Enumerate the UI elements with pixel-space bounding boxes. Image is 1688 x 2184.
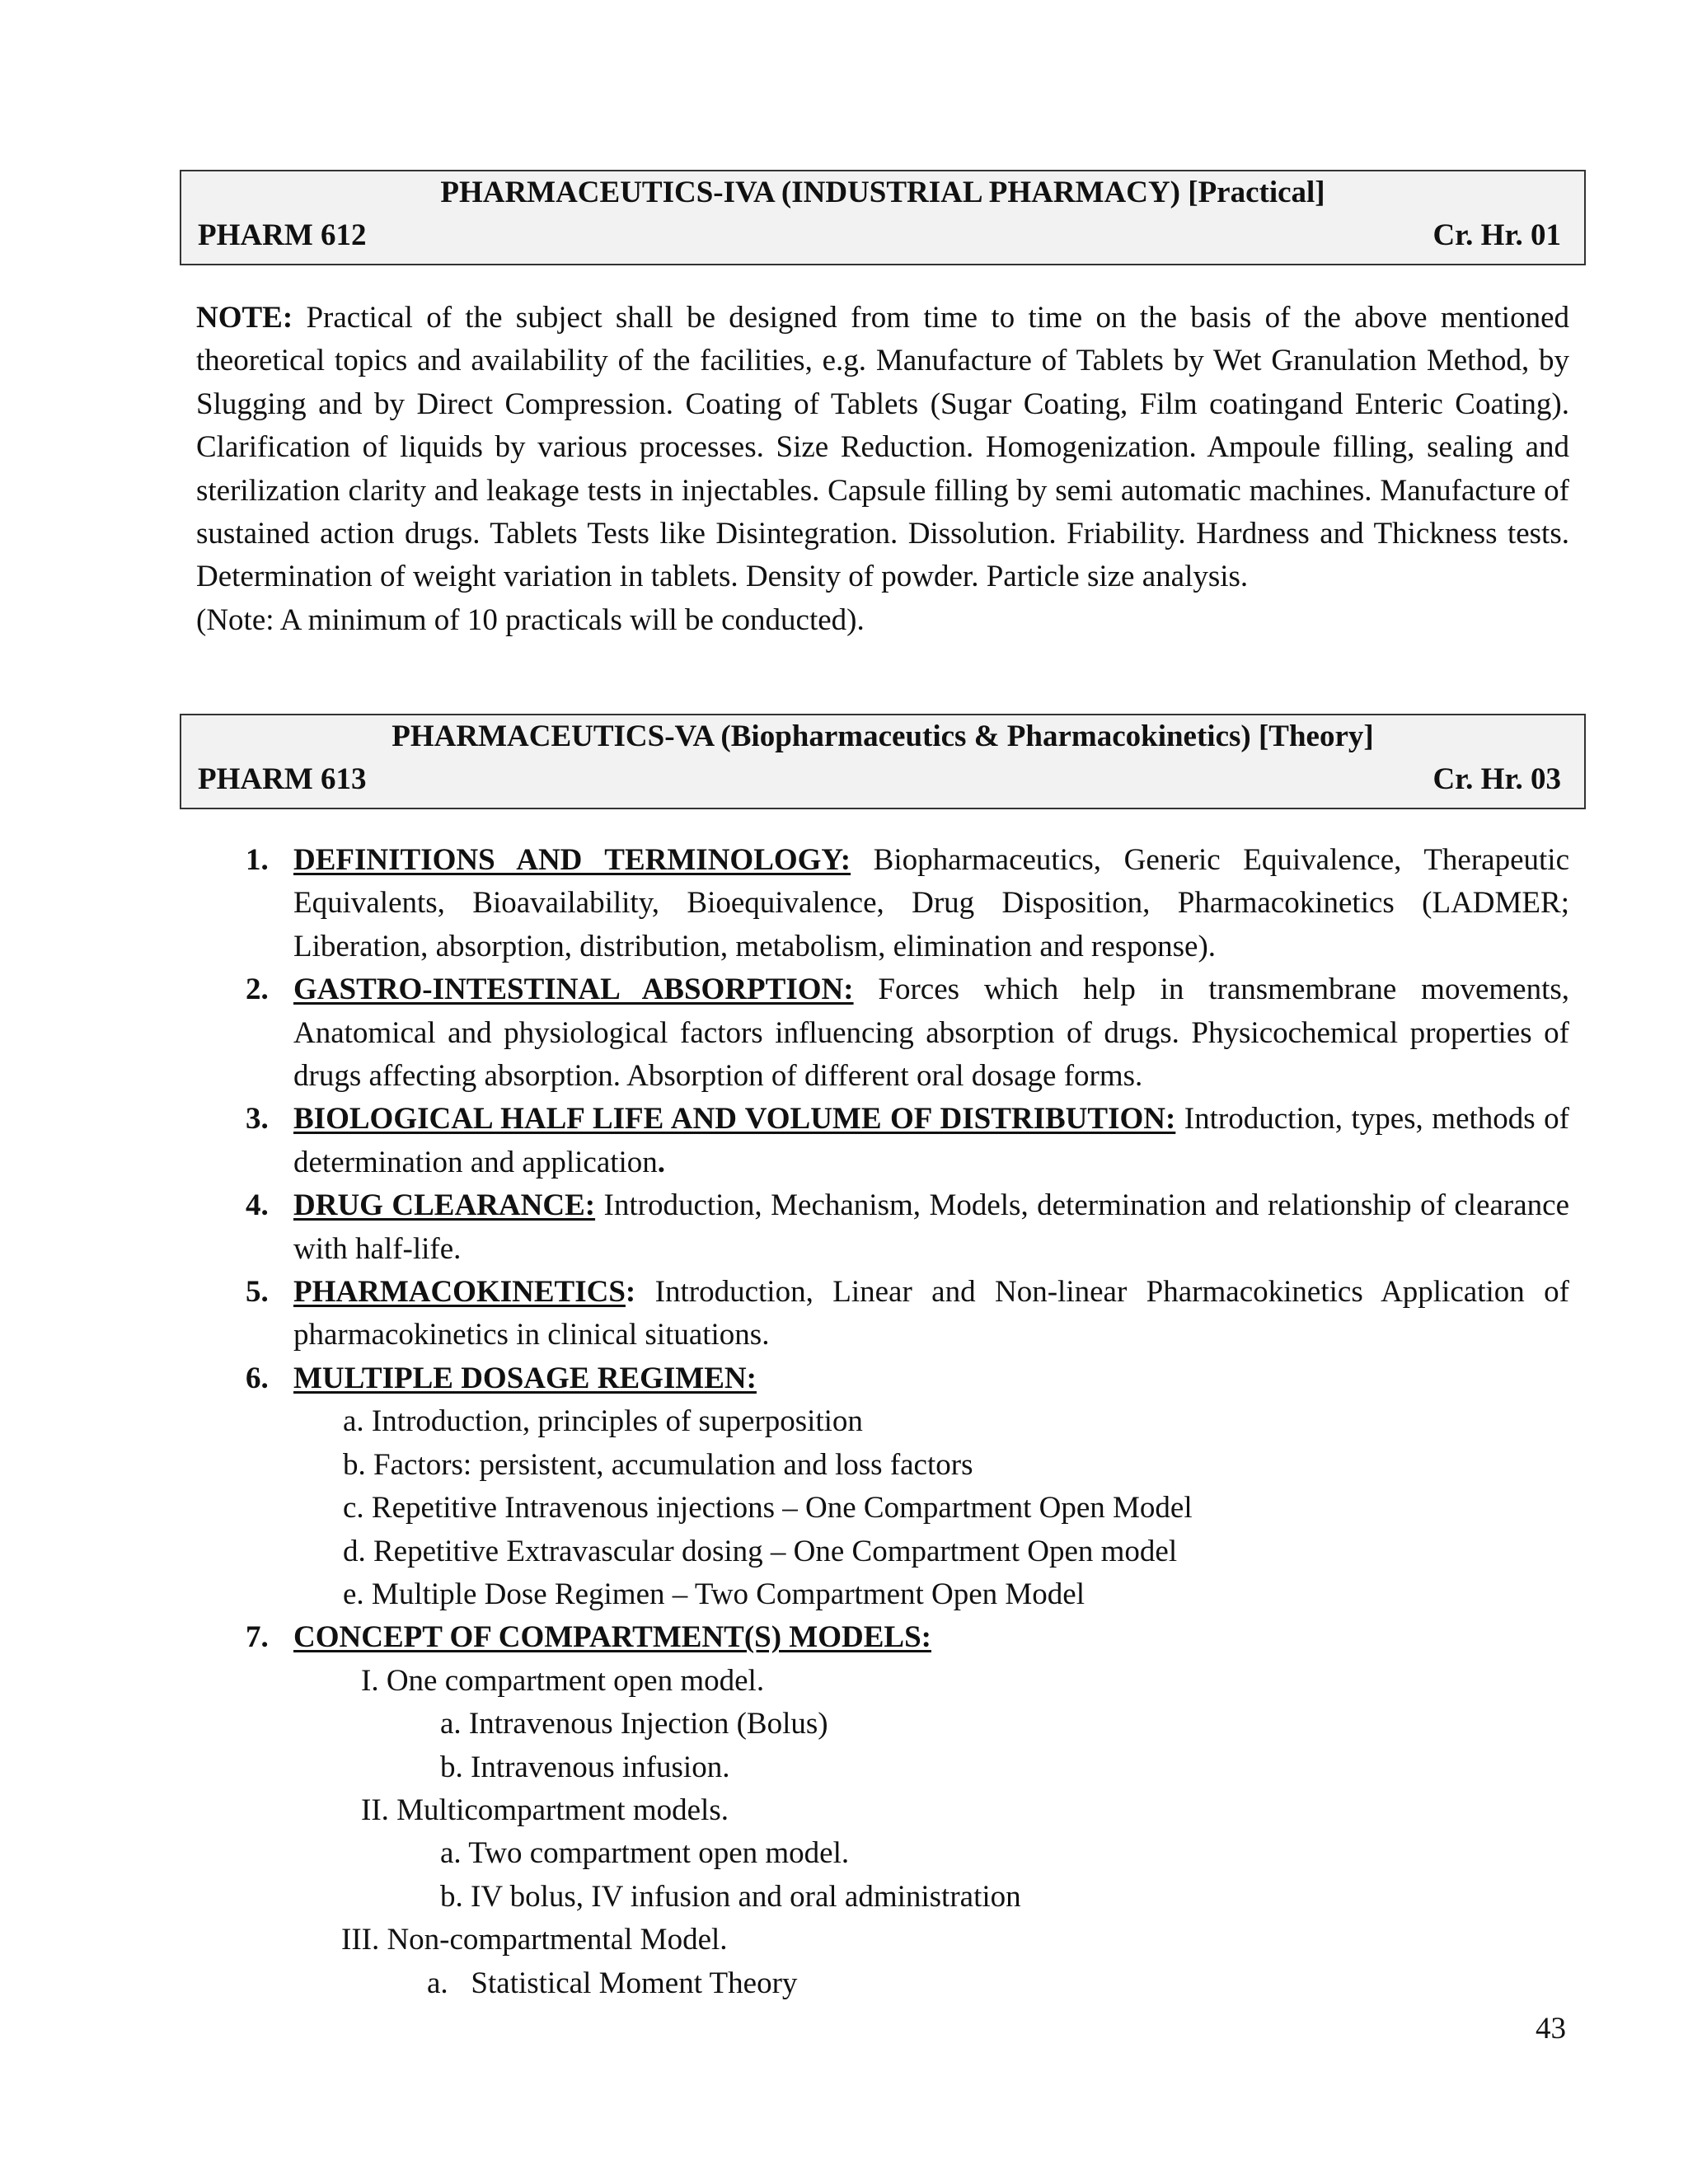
note-text: Practical of the subject shall be designed from time to time on the basis of the above mentioned theoretical topics and availability of the facilities, e.g. Manufacture of Tablets by Wet Granulation Method, by Slugging and by Direct Compression. Coating of Tablets (Sugar Coating, Film coatingand Enteric Coating). Clarification of liquids by various processes. Size Reduction. Homogenization. Ampoule filling, sealing and sterilization clarity and leakage tests in injectables. Capsule filling by semi automatic machines. Manufacture of sustained action drugs. Tablets Tests like Disintegration. Dissolution. Friability. Hardness and Thickness tests. Determination of weight variation in tablets. Density of powder. Particle size analysis. [196,301,1569,594]
item-number: 6. [246,1361,269,1395]
sub-item: b. Factors: persistent, accumulation and loss factors [343,1447,973,1482]
practical-note [196,297,1569,642]
credit-hours: Cr. Hr. 03 [1432,762,1561,796]
course-code: PHARM 613 [198,762,367,796]
sub-item: a. Statistical Moment Theory [427,1966,798,2000]
sub-item: a. Introduction, principles of superposition [343,1404,863,1439]
sub-item: a. Two compartment open model. [440,1836,850,1871]
item-heading: DEFINITIONS AND TERMINOLOGY: [293,843,851,877]
item-heading: PHARMACOKINETICS [293,1275,626,1310]
item-text: Introduction, types, methods of determination and application [293,1102,1569,1179]
item-text: Forces which help in transmembrane movements, Anatomical and physiological factors influencing absorption of drugs. Physicochemical properties of drugs affecting absorption. Absorption of different oral dosage forms. [293,972,1569,1094]
sub-item: b. IV bolus, IV infusion and oral administration [440,1879,1021,1914]
item-number: 7. [246,1620,269,1655]
item-heading: MULTIPLE DOSAGE REGIMEN: [293,1361,757,1395]
sub-item: a. Intravenous Injection (Bolus) [440,1707,828,1741]
topic-item [196,1271,1569,1357]
course-title: PHARMACEUTICS-IVA (INDUSTRIAL PHARMACY) [Practical] [440,176,1325,209]
item-number: 4. [246,1188,269,1223]
sub-item: e. Multiple Dose Regimen – Two Compartment Open Model [343,1577,1085,1611]
topic-item [196,1098,1569,1184]
model-group-label: III. Non-compartmental Model. [341,1923,728,1957]
topic-item [196,1184,1569,1271]
topic-list [196,839,1569,2005]
course-title: PHARMACEUTICS-VA (Biopharmaceutics & Pharmacokinetics) [Theory] [392,719,1374,753]
topic-item [196,1357,1569,1400]
item-number: 1. [246,843,269,877]
item-number: 5. [246,1275,269,1310]
item-text: Biopharmaceutics, Generic Equivalence, Therapeutic Equivalents, Bioavailability, Bioequivalence, Drug Disposition, Pharmacokinetics (LADMER; Liberation, absorption, distribution, metabolism, elimination and response). [293,843,1569,963]
item-tail: . [657,1145,666,1179]
item-heading: BIOLOGICAL HALF LIFE AND VOLUME OF DISTRIBUTION: [293,1102,1176,1137]
item-heading: CONCEPT OF COMPARTMENT(S) MODELS: [293,1620,931,1655]
page-number: 43 [1536,2012,1566,2046]
course-header-pharm-613 [180,714,1586,809]
note-minimum: (Note: A minimum of 10 practicals will be conducted). [196,602,865,637]
topic-item [196,968,1569,1098]
item-number: 2. [246,972,269,1007]
model-group-label: II. Multicompartment models. [361,1793,729,1827]
note-label: NOTE: [196,301,293,335]
sub-item: d. Repetitive Extravascular dosing – One Compartment Open model [343,1534,1178,1568]
topic-item [196,839,1569,968]
item-heading: GASTRO-INTESTINAL ABSORPTION: [293,972,854,1007]
sub-item: c. Repetitive Intravenous injections – One Compartment Open Model [343,1491,1193,1526]
item-text: Introduction, Linear and Non-linear Pharmacokinetics Application of pharmacokinetics in clinical situations. [293,1275,1569,1352]
course-header-pharm-612 [180,170,1586,265]
sub-item: b. Intravenous infusion. [440,1750,730,1784]
item-heading: DRUG CLEARANCE: [293,1188,596,1223]
note-paragraph [196,297,1569,599]
model-group-label: I. One compartment open model. [361,1663,765,1698]
item-number: 3. [246,1102,269,1137]
item-colon: : [625,1275,636,1310]
item-text: Introduction, Mechanism, Models, determination and relationship of clearance with half-life. [293,1188,1569,1266]
course-code: PHARM 612 [198,218,367,252]
credit-hours: Cr. Hr. 01 [1432,218,1561,252]
topic-item [196,1616,1569,1659]
